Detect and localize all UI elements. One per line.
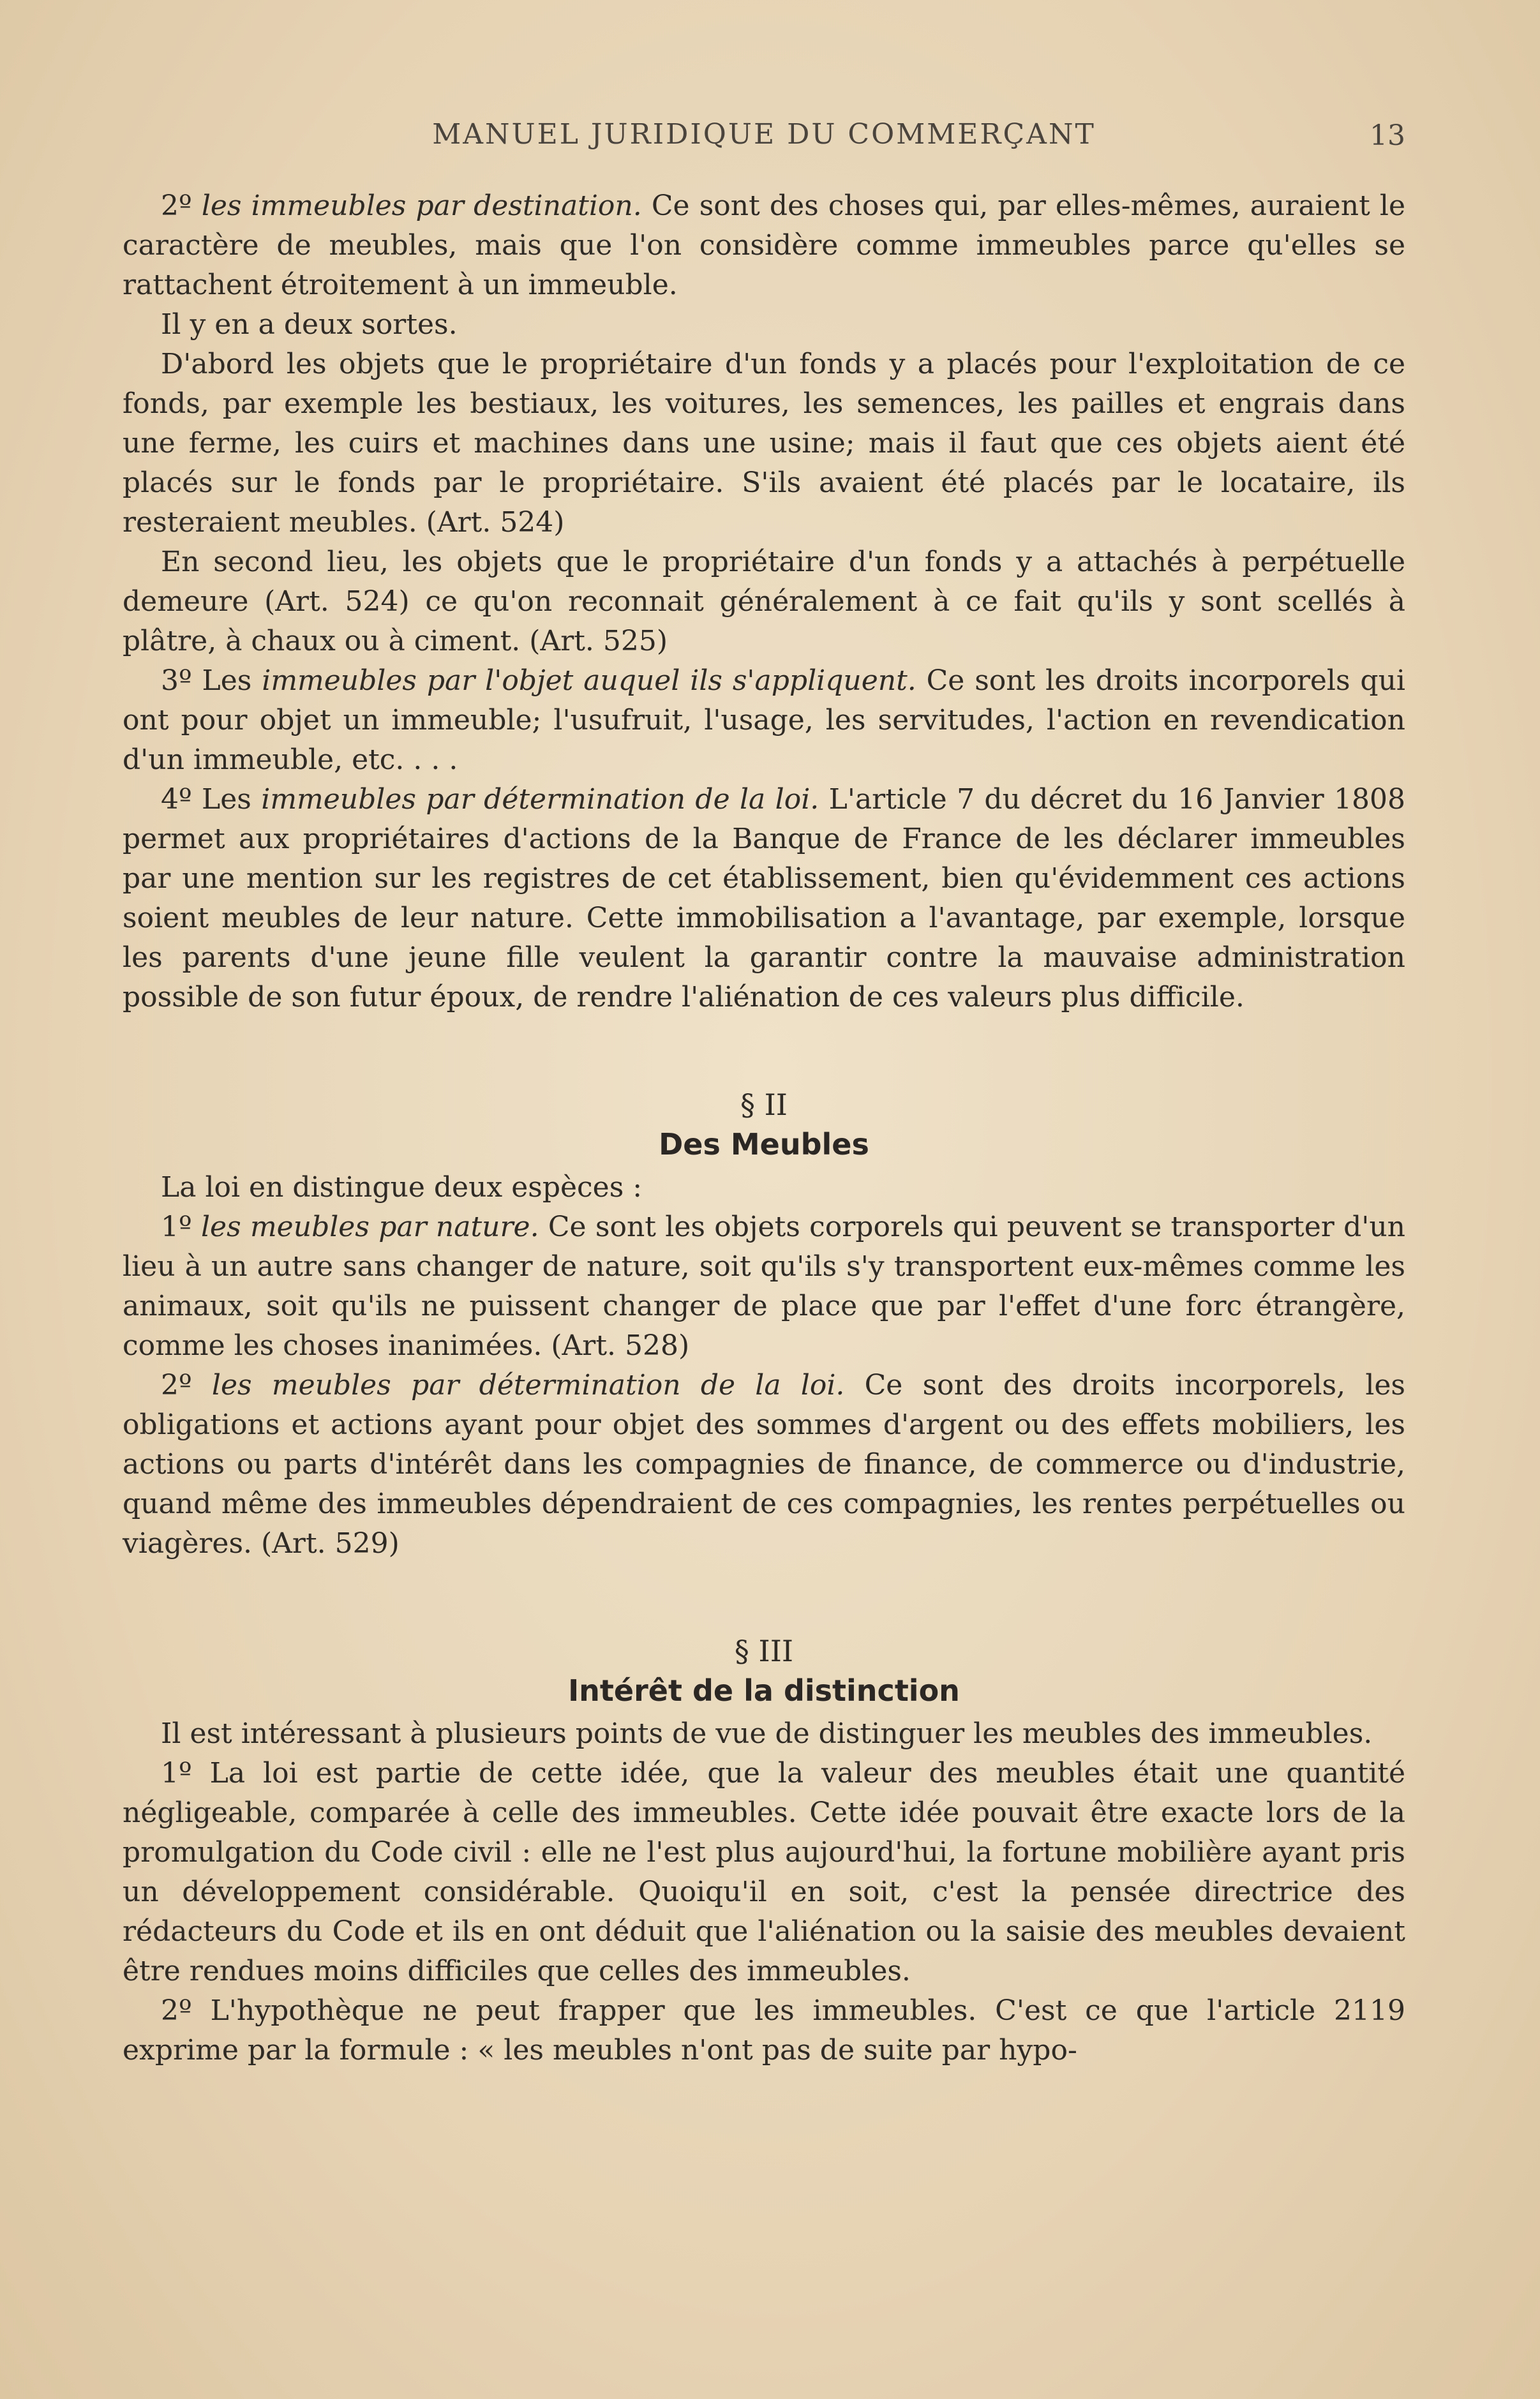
paragraph: La loi en distingue deux espèces : — [161, 1171, 643, 1204]
item-text: Ce sont les objets corporels qui peuvent se transporter d'un lieu à un autre sans changer de nature, soit qu'ils s'y transportent eux-mêmes comme les animaux, soit qu'ils ne puissent changer de place que par l'effet d'une forc étrangère, comme les choses inanimées. (Art. 528) — [123, 1211, 1406, 1362]
page-header — [123, 118, 1405, 169]
item-term: immeubles par l'objet auquel ils s'appliquent. — [262, 664, 916, 697]
paragraph-immeubles-objet — [123, 661, 1405, 780]
paragraph-meubles-loi — [123, 1366, 1405, 1564]
body-text — [123, 186, 1405, 2070]
page-number: 13 — [1370, 119, 1405, 152]
item-number: 2º — [161, 190, 202, 222]
paragraph: 1º La loi est partie de cette idée, que la valeur des meubles était une quantité négligeable, comparée à celle des immeubles. Cette idée pouvait être exacte lors de la promulgation du Code civil : elle ne l'est plus aujourd'hui, la fortune mobilière ayant pris un développement considérable. Quoiqu'il en soit, c'est la pensée directrice des rédacteurs du Code et ils en ont déduit que l'aliénation ou la saisie des meubles devaient être rendues moins difficiles que celles des immeubles. — [123, 1757, 1405, 1987]
item-number: 1º — [161, 1211, 201, 1243]
item-term: les immeubles par destination. — [201, 190, 642, 222]
item-number: 2º — [161, 1369, 212, 1401]
section-mark: § II — [740, 1087, 788, 1122]
item-number: 4º Les — [161, 783, 262, 816]
paragraph-immeubles-destination — [123, 186, 1405, 305]
paragraph: Il y en a deux sortes. — [161, 308, 458, 341]
item-text: Ce sont des choses qui, par elles-mêmes, auraient le caractère de meubles, mais que l'on considère comme immeubles parce qu'elles se rattachent étroitement à un immeuble. — [123, 190, 1405, 301]
item-term: immeubles par détermination de la loi. — [261, 783, 819, 816]
item-text: L'article 7 du décret du 16 Janvier 1808 permet aux propriétaires d'actions de la Banque de France de les déclarer immeubles par une mention sur les registres de cet établissement, bien qu'évidemment ces actions soient meubles de leur nature. Cette immobilisation a l'avantage, par exemple, lorsque les parents d'une jeune fille veulent la garantir contre la mauvaise administration possible de son futur époux, de rendre l'aliénation de ces valeurs plus difficile. — [123, 783, 1405, 1013]
item-text: Ce sont les droits incorporels qui ont pour objet un immeuble; l'usufruit, l'usage, les servitudes, l'action en revendication d'un immeuble, etc. . . . — [123, 664, 1405, 776]
paragraph: Il est intéressant à plusieurs points de vue de distinguer les meubles des immeubles. — [161, 1717, 1373, 1750]
item-term: les meubles par détermination de la loi. — [211, 1369, 845, 1401]
paragraph: D'abord les objets que le propriétaire d'un fonds y a placés pour l'exploitation de ce fonds, par exemple les bestiaux, les voitures, les semences, les pailles et engrais dans une ferme, les cuirs et machines dans une usine; mais il faut que ces objets aient été placés sur le fonds par le propriétaire. S'ils avaient été placés par le locataire, ils resteraient meubles. (Art. 524) — [123, 348, 1405, 539]
section-mark: § III — [734, 1634, 794, 1668]
paragraph-immeubles-loi — [123, 780, 1405, 1017]
item-number: 3º Les — [161, 664, 262, 697]
item-text: Ce sont des droits incorporels, les obligations et actions ayant pour objet des sommes d'argent ou des effets mobiliers, les actions ou parts d'intérêt dans les compagnies de finance, de commerce ou d'industrie, quand même des immeubles dépendraient de ces compagnies, les rentes perpétuelles ou viagères. (Art. 529) — [123, 1369, 1406, 1560]
section-heading: Intérêt de la distinction — [568, 1673, 960, 1708]
paragraph-meubles-nature — [123, 1207, 1405, 1366]
section-heading: Des Meubles — [659, 1127, 869, 1162]
paragraph: En second lieu, les objets que le propriétaire d'un fonds y a attachés à perpétuelle demeure (Art. 524) ce qu'on reconnait généralement à ce fait qu'ils y sont scellés à plâtre, à chaux ou à ciment. (Art. 525) — [123, 546, 1405, 657]
item-term: les meubles par nature. — [200, 1211, 539, 1243]
running-title: MANUEL JURIDIQUE DU COMMERÇANT — [432, 118, 1096, 151]
paragraph: 2º L'hypothèque ne peut frapper que les immeubles. C'est ce que l'article 2119 exprime par la formule : « les meubles n'ont pas de suite par hypo- — [123, 1994, 1405, 2066]
